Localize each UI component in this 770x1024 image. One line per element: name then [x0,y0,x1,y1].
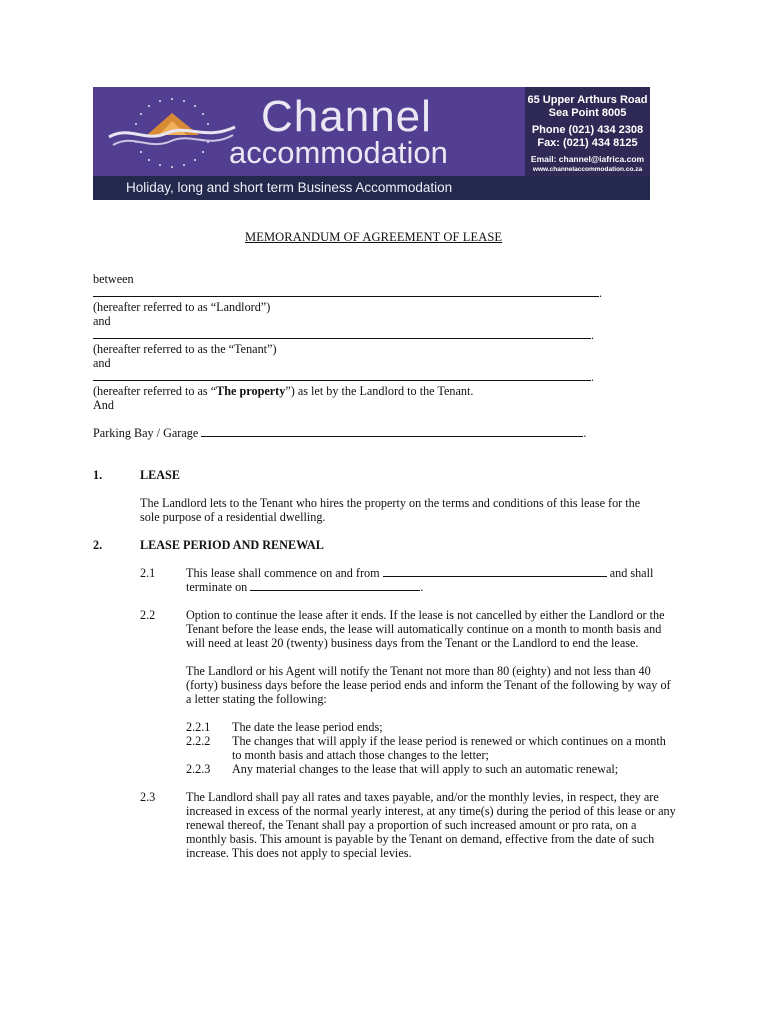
tenant-name-blank[interactable] [93,328,594,342]
parking-label: Parking Bay / Garage [93,426,199,440]
landlord-name-blank[interactable] [93,286,602,300]
section-1-text-line2: sole purpose of a residential dwelling. [140,510,326,524]
section-2-title: LEASE PERIOD AND RENEWAL [140,538,324,552]
blank-period: . [583,426,587,440]
tenant-reference: (hereafter referred to as the “Tenant”) [93,342,277,356]
fax-number: Fax: (021) 434 8125 [537,137,638,149]
clause-2-1-line1 [186,566,653,580]
clause-2-2-text: Option to continue the lease after it ends. If the lease is not cancelled by either the Landlord or the Tenant before the lease ends, the lease will automatically continue on a month to month basis and will need at least 20 (twenty) business days from the Tenant or the Landlord to end the lease. [186,608,665,650]
clause-2-2-2-number: 2.2.2 [186,734,211,748]
clause-2-3-number: 2.3 [140,790,156,804]
address-line1: 65 Upper Arthurs Road [527,94,648,106]
email-address: Email: channel@iafrica.com [530,154,645,164]
between-label: between [93,272,134,286]
contact-block [525,94,650,174]
clause-2-2-text2: The Landlord or his Agent will notify the Tenant not more than 80 (eighty) and not less than 40 (forty) business days before the lease period ends and inform the Tenant of the following by way of a letter stating the following: [186,664,671,706]
property-ref-bold: The property [216,384,286,398]
address-line2: Sea Point 8005 [548,107,627,119]
clause-2-2-2-text: The changes that will apply if the lease period is renewed or which continues on a month to month basis and attach those changes to the letter; [232,734,666,762]
brand-name-line1: Channel [261,92,432,141]
terminate-date-blank[interactable] [250,580,420,591]
blank-period: . [420,580,424,594]
banner-brand-area [93,87,525,176]
blank-period: . [591,328,595,342]
section-1-text-line1: The Landlord lets to the Tenant who hires the property on the terms and conditions of this lease for the [140,496,641,510]
section-2-number: 2. [93,538,103,552]
clause-2-1-text-pre: This lease shall commence on and from [186,566,380,580]
banner-contact-area [525,87,650,176]
and-label-3: And [93,398,114,412]
section-1-title: LEASE [140,468,180,482]
property-blank[interactable] [93,370,594,384]
brand-name-line2: accommodation [229,135,448,170]
property-reference [93,384,473,398]
clause-2-2-3-text: Any material changes to the lease that will apply to such an automatic renewal; [232,762,619,776]
and-label-2: and [93,356,111,370]
landlord-reference: (hereafter referred to as “Landlord”) [93,300,271,314]
tagline: Holiday, long and short term Business Accommodation [126,180,453,195]
clause-2-1-line2 [186,580,423,594]
and-label-1: and [93,314,111,328]
clause-2-3-text: The Landlord shall pay all rates and taxes payable, and/or the monthly levies, in respect, they are increased in excess of the normal yearly interest, at any time(s) during the period of this lease or any renewal thereof, the Tenant shall pay a proportion of such increased amount or pro rata, on a monthly basis. This amount is payable by the Tenant on demand, effective from the date of such increase. This does not apply to special levies. [186,790,676,860]
clause-2-2-1-number: 2.2.1 [186,720,211,734]
clause-2-1-text-line2: terminate on [186,580,248,594]
clause-2-2-1-text: The date the lease period ends; [232,720,383,734]
document-title: MEMORANDUM OF AGREEMENT OF LEASE [245,230,503,244]
clause-2-1-text-mid: and shall [609,566,654,580]
website-address: www.channelaccommodation.co.za [532,166,643,173]
property-ref-pre: (hereafter referred to as “ [93,384,217,398]
clause-2-1-number: 2.1 [140,566,156,580]
phone-number: Phone (021) 434 2308 [531,124,644,136]
letterhead-banner [93,87,650,200]
parking-blank[interactable] [201,426,583,437]
tagline-strip [93,176,650,200]
blank-period: . [591,370,595,384]
property-ref-post: ”) as let by the Landlord to the Tenant. [285,384,474,398]
parking-line [93,426,586,440]
blank-period: . [599,286,603,300]
clause-2-2-number: 2.2 [140,608,156,622]
section-1-number: 1. [93,468,103,482]
commence-date-blank[interactable] [383,566,607,577]
channel-logo-icon [107,91,237,171]
clause-2-2-3-number: 2.2.3 [186,762,211,776]
